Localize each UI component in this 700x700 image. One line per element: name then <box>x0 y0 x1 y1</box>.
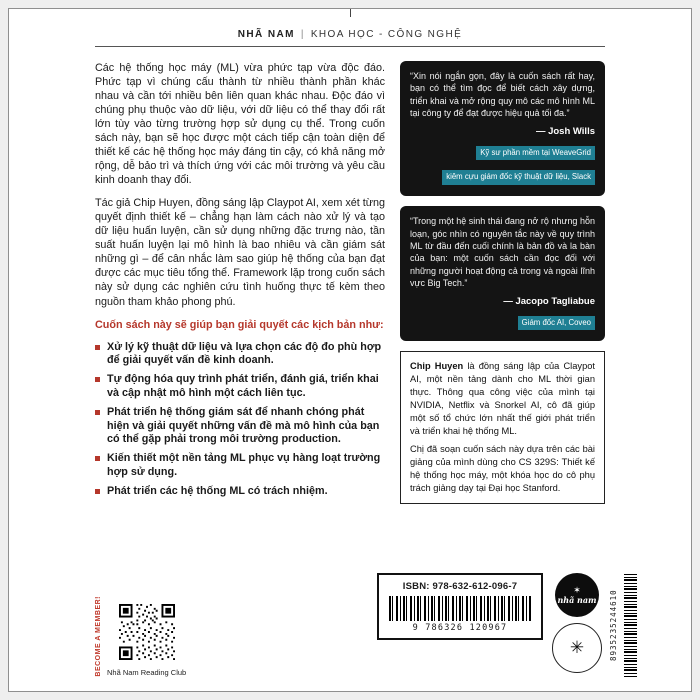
list-item <box>95 485 385 499</box>
description-paragraph: Các hệ thống học máy (ML) vừa phức tạp vừa độc đáo. Phức tạp vì chúng cấu thành từ nhiều thành phần khác nhau và cần tới nhiều bên liên quan khác nhau. Độc đáo vì chúng phụ thuộc vào dữ liệu, với dữ liệu có thể thay đổi rất lớn tùy vào từng trường hợp sử dụng cụ thể. Trong cuốn sách này, bạn sẽ học được một cách tiếp cận toàn diện để thiết kế các hệ thống học máy đáng tin cậy, có khả năng mở rộng, dễ bảo trì và thích ứng với các môi trường và yêu cầu kinh doanh thay đổi. <box>95 62 385 187</box>
benefits-heading: Cuốn sách này sẽ giúp bạn giải quyết các kịch bản như: <box>95 318 384 331</box>
bullet-text: Phát triển hệ thống giám sát để nhanh chóng phát hiện và giải quyết những vấn đề mà mô hình của bạn có thể gặp phải trong môi trường production. <box>107 405 380 446</box>
product-barcode-icon <box>624 573 637 677</box>
description-column <box>95 61 385 565</box>
quote-role-line: Giám đốc AI, Coveo <box>518 316 595 330</box>
qr-wrap <box>107 604 186 677</box>
bullet-text: Tự động hóa quy trình phát triển, đánh giá, triển khai và cập nhật mô hình một cách liên tục. <box>107 373 379 399</box>
isbn-box <box>377 573 543 640</box>
bullet-text: Kiến thiết một nền tảng ML phục vụ hàng loạt trường hợp sử dụng. <box>107 452 381 479</box>
bullet-icon <box>95 410 100 415</box>
crop-mark <box>350 8 351 17</box>
nhanam-logo-text: nhã nam <box>557 594 597 605</box>
reading-club-label: Nhã Nam Reading Club <box>107 668 187 677</box>
star-icon: ✶ <box>573 584 581 595</box>
isbn-barcode-icon <box>389 596 531 621</box>
list-item <box>95 373 385 401</box>
benefits-list <box>95 341 385 499</box>
quote-role-line: Kỹ sư phần mềm tại WeaveGrid <box>476 146 595 160</box>
bullet-icon <box>95 377 100 382</box>
book-back-cover <box>8 8 692 692</box>
isbn-cluster <box>377 573 637 677</box>
product-barcode <box>611 573 637 677</box>
list-item <box>95 452 385 480</box>
bullet-text: Xử lý kỹ thuật dữ liệu và lựa chọn các độ đo phù hợp để giải quyết vấn đề kinh doanh. <box>107 340 382 367</box>
footer <box>9 565 691 691</box>
isbn-digits: 9 786326 120967 <box>412 623 508 633</box>
qr-code-icon <box>119 604 175 660</box>
bio-paragraph: Chị đã soạn cuốn sách này dựa trên các bài giảng của mình dùng cho CS 329S: Thiết kế hệ thống học máy, một khóa học do cô phụ trách giảng dạy tại Đại học Stanford. <box>410 444 595 493</box>
isbn-label: ISBN: 978-632-612-096-7 <box>402 581 518 592</box>
author-bio-card <box>400 351 605 503</box>
quote-card <box>400 61 605 196</box>
become-member-label: BECOME A MEMBER! <box>95 596 102 677</box>
publisher-name: NHÃ NAM <box>237 29 295 40</box>
quote-text: “Trong một hệ sinh thái đang nở rộ nhưng hỗn loạn, góc nhìn có nguyên tắc này về quy trình ML từ đầu đến cuối chính là bản đồ và la bàn của bạn: một cuốn sách cần đọc đối với những người hoạt động cả trong và ngoài lĩnh vực Big Tech.” <box>410 216 595 289</box>
quote-role <box>410 139 595 189</box>
quote-card <box>400 206 605 341</box>
quote-role <box>410 309 595 334</box>
description-paragraph: Tác giả Chip Huyen, đồng sáng lập Claypot AI, xem xét từng quyết định thiết kế – chẳng hạn làm cách nào xử lý và tạo dữ liệu huấn luyện, cần sử dụng những đặc trưng nào, tần suất huấn luyện lại mô hình là bao nhiêu và cần giám sát những gì – để cân nhắc làm sao giúp hệ thống của bạn đạt được các mục tiêu tổng thể. Framework lặp trong cuốn sách này sử dụng các nghiên cứu tình huống thực tế kèm theo nguồn tham khảo phong phú. <box>95 197 385 308</box>
quote-text: “Xin nói ngắn gọn, đây là cuốn sách rất hay, bạn có thể tìm đọc để biết cách xây dựng, triển khai và mở rộng quy mô các mô hình ML tại công ty để đạt được hiệu quả tối đa.” <box>410 71 595 119</box>
masthead-rule <box>95 46 605 47</box>
bullet-text: Phát triển các hệ thống ML có trách nhiệm. <box>107 484 328 497</box>
list-item <box>95 341 385 369</box>
nhanam-logo <box>555 573 599 617</box>
quote-role-line: kiêm cựu giám đốc kỹ thuật dữ liệu, Slack <box>442 170 595 184</box>
quote-author: — Josh Wills <box>535 125 595 137</box>
main-content <box>9 59 691 565</box>
bullet-icon <box>95 456 100 461</box>
author-name: Chip Huyen <box>410 361 464 372</box>
bio-paragraph <box>410 360 595 437</box>
endorsement-column <box>400 61 605 565</box>
award-badge-icon: ✳ <box>552 623 602 673</box>
category-label: KHOA HỌC - CÔNG NGHỆ <box>310 29 463 40</box>
masthead-separator: | <box>300 29 305 40</box>
bullet-icon <box>95 489 100 494</box>
membership-cluster <box>95 596 186 677</box>
publisher-logos <box>552 573 602 673</box>
product-barcode-digits: 8935235244610 <box>609 589 618 661</box>
quote-author: — Jacopo Tagliabue <box>503 295 595 307</box>
list-item <box>95 406 385 447</box>
bullet-icon <box>95 345 100 350</box>
bio-text: là đồng sáng lập của Claypot AI, một nền tảng dành cho ML thời gian thực. Thông qua công việc của mình tại NVIDIA, Netflix và Snorkel AI, cô đã giúp một số tổ chức lớn nhất thế giới phát triển và triển khai hệ thống ML. <box>410 361 595 436</box>
